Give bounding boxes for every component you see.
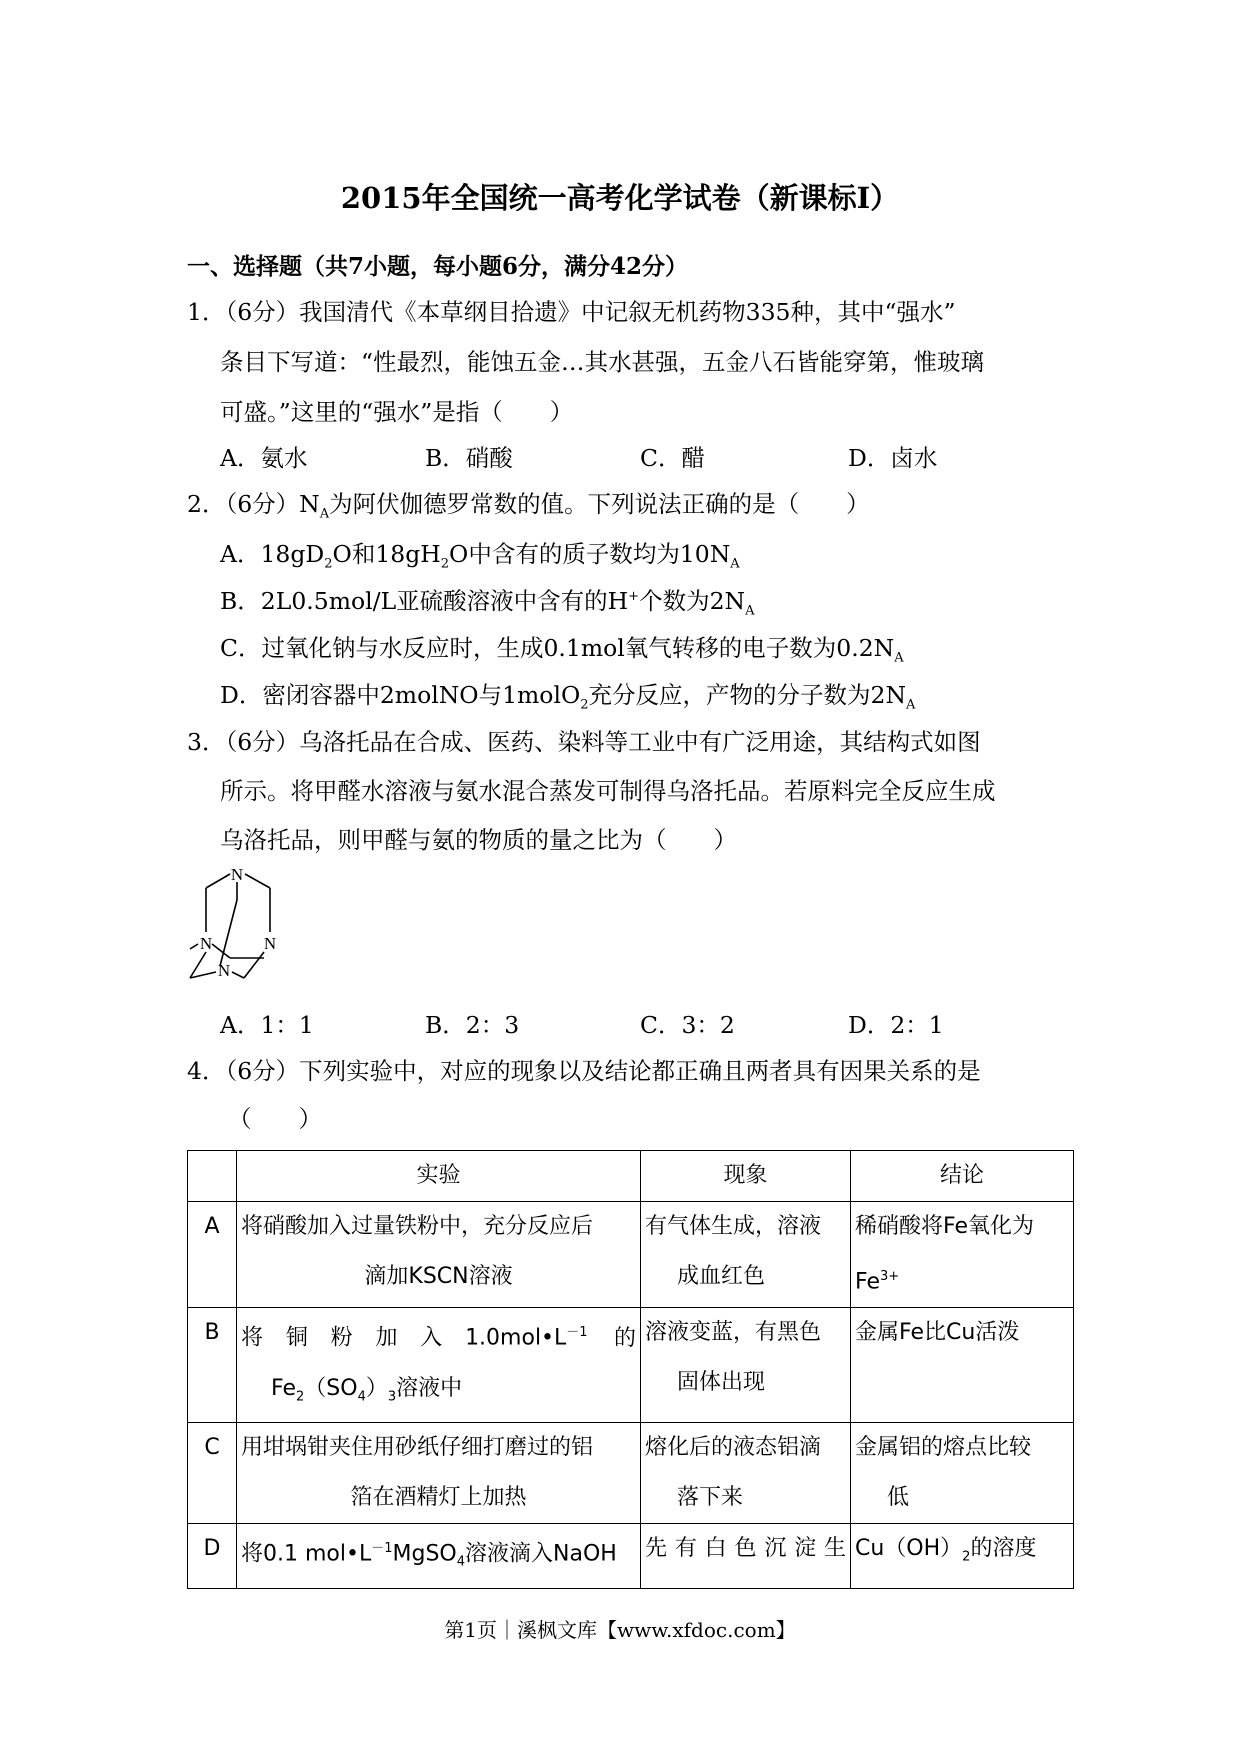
atom-label-n-top: N xyxy=(230,865,244,884)
q3-option-b: B．2：3 xyxy=(425,1011,520,1039)
q4-line-1: 4．（6分）下列实验中，对应的现象以及结论都正确且两者具有因果关系的是 xyxy=(187,1057,981,1085)
q1-line-2: 条目下写道：“性最烈，能蚀五金…其水甚强，五金八石皆能穿第，惟玻璃 xyxy=(220,348,985,376)
row-key: D xyxy=(188,1524,237,1589)
q1-option-a: A．氨水 xyxy=(220,444,308,472)
row-key: C xyxy=(188,1423,237,1524)
q2-option-c: C．过氧化钠与水反应时，生成0.1mol氧气转移的电子数为$0.2N_A$ xyxy=(220,634,904,666)
q1-line-1: 1．（6分）我国清代《本草纲目拾遗》中记叙无机药物335种，其中“强水” xyxy=(187,298,956,326)
table-row xyxy=(188,1308,1074,1423)
table-row xyxy=(188,1423,1074,1524)
table-row xyxy=(188,1202,1074,1308)
row-experiment: 将硝酸加入过量铁粉中，充分反应后 滴加KSCN溶液 xyxy=(237,1202,641,1308)
q4-line-2: （ ） xyxy=(228,1105,322,1133)
q2-stem: 2．（6分）$N_A$为阿伏伽德罗常数的值。下列说法正确的是（ ） xyxy=(187,490,870,522)
page-footer: 第1页｜溪枫文库【www.xfdoc.com】 xyxy=(444,1618,796,1642)
header-cell-phenomenon: 现象 xyxy=(641,1151,851,1202)
q1-option-c: C．醋 xyxy=(640,444,705,472)
experiment-table xyxy=(187,1150,1074,1589)
q3-line-3: 乌洛托品，则甲醛与氨的物质的量之比为（ ） xyxy=(220,826,737,854)
row-conclusion: 稀硝酸将Fe氧化为 $Fe^{3+}$ xyxy=(851,1202,1074,1308)
row-experiment: 用坩埚钳夹住用砂纸仔细打磨过的铝 箔在酒精灯上加热 xyxy=(237,1423,641,1524)
q3-line-1: 3．（6分）乌洛托品在合成、医药、染料等工业中有广泛用途，其结构式如图 xyxy=(187,728,981,756)
header-cell-blank xyxy=(188,1151,237,1202)
q3-option-a: A．1：1 xyxy=(220,1011,314,1039)
row-experiment: 将0.1 $mol•L^{-1}MgSO_4$溶液滴入NaOH xyxy=(237,1524,641,1589)
q1-line-3: 可盛。”这里的“强水”是指（ ） xyxy=(220,398,574,426)
q3-option-c: C．3：2 xyxy=(640,1011,735,1039)
q2-option-a: A．$18gD_2O$和$18gH_2O$中含有的质子数均为$10N_A$ xyxy=(220,540,740,572)
atom-label-n-right: N xyxy=(263,934,277,953)
table-row xyxy=(188,1524,1074,1589)
row-phenomenon: 溶液变蓝，有黑色 固体出现 xyxy=(641,1308,851,1423)
row-conclusion: 金属Fe比Cu活泼 xyxy=(851,1308,1074,1423)
section-heading: 一、选择题（共7小题，每小题6分，满分42分） xyxy=(187,253,689,280)
atom-label-n-bottom: N xyxy=(217,961,231,980)
q1-option-d: D．卤水 xyxy=(848,444,938,472)
q1-option-b: B．硝酸 xyxy=(425,444,513,472)
q3-line-2: 所示。将甲醛水溶液与氨水混合蒸发可制得乌洛托品。若原料完全反应生成 xyxy=(220,777,996,805)
header-cell-conclusion: 结论 xyxy=(851,1151,1074,1202)
page-title: 2015年全国统一高考化学试卷（新课标Ⅰ） xyxy=(340,181,900,215)
row-conclusion: 金属铝的熔点比较 低 xyxy=(851,1423,1074,1524)
atom-label-n-left: N xyxy=(199,934,213,953)
q2-option-b: B．2L0.5mol/L亚硫酸溶液中含有的H+个数为$2N_A$ xyxy=(220,587,755,619)
q3-option-d: D．2：1 xyxy=(848,1011,944,1039)
row-phenomenon: 有气体生成，溶液 成血红色 xyxy=(641,1202,851,1308)
row-phenomenon: 熔化后的液态铝滴 落下来 xyxy=(641,1423,851,1524)
row-experiment: 将 铜 粉 加 入 $1.0mol•L^{-1}$ 的 $Fe_2(SO_4)_3$溶液中 xyxy=(237,1308,641,1423)
urotropine-structure-diagram xyxy=(186,862,316,988)
row-key: B xyxy=(188,1308,237,1423)
row-conclusion: $Cu(OH)_2$的溶度 xyxy=(851,1524,1074,1589)
header-cell-experiment: 实验 xyxy=(237,1151,641,1202)
table-header-row xyxy=(188,1151,1074,1202)
q2-option-d: D．密闭容器中2molNO与1molO$_2$充分反应，产物的分子数为$2N_A$ xyxy=(220,681,916,713)
row-key: A xyxy=(188,1202,237,1308)
row-phenomenon: 先有白色沉淀生 xyxy=(641,1524,851,1589)
